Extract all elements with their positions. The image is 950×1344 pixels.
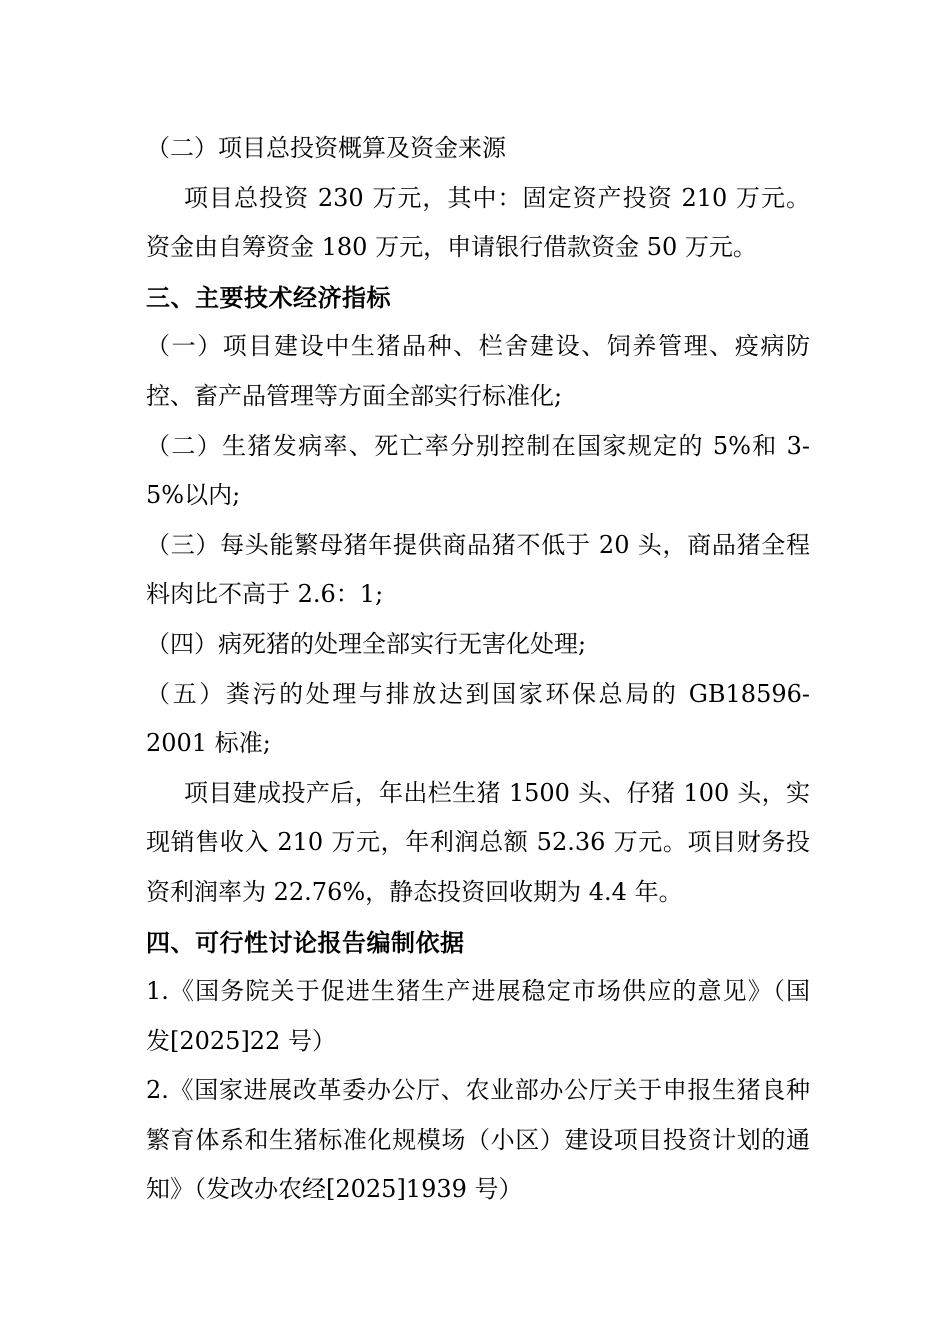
text-line: 防控、畜产品管理等方面全部实行标准化; xyxy=(146,332,810,410)
list-item xyxy=(146,521,810,620)
basis-item-1 xyxy=(146,967,841,1066)
text-line: （一）项目建设中生猪品种、栏舍建设、饲养管理、疫病 xyxy=(146,332,786,361)
text-line: （国 发[2025]22 号） xyxy=(146,977,841,1055)
section-heading-4: 四、可行性讨论报告编制依据 xyxy=(146,927,465,957)
section-subtitle-investment: （二）项目总投资概算及资金来源 xyxy=(146,134,506,162)
text-line: 2001 标准; xyxy=(146,729,271,758)
text-line: 资利润率为 22.76%，静态投资回收期为 4.4 年。 xyxy=(146,877,683,906)
text-line: 2.《国家进展改革委办公厅、农业部办公厅关于申报生猪 xyxy=(146,1076,762,1105)
text-line: 资金由自筹资金 180 万元，申请银行借款资金 50 万元。 xyxy=(146,233,757,262)
text-line: 5%以内; xyxy=(146,481,241,510)
paragraph-output xyxy=(146,769,810,918)
text-line: 程料肉比不高于 2.6：1; xyxy=(146,530,810,609)
text-line: 1.《国务院关于促进生猪生产进展稳定市场供应的意见》 xyxy=(146,977,773,1006)
list-item xyxy=(146,422,810,521)
list-item xyxy=(146,620,810,670)
text-line: 良种繁育体系和生猪标准化规模场（小区）建设项目投资 xyxy=(146,1076,811,1154)
text-line: （三）每头能繁母猪年提供商品猪不低于 20 头，商品猪全 xyxy=(146,530,786,559)
text-line: （五）粪污的处理与排放达到国家环保总局的 GB18596- xyxy=(146,679,810,708)
list-item xyxy=(146,322,810,421)
text-line: 项目建成投产后，年出栏生猪 1500 头、仔猪 100 头，实 xyxy=(184,778,810,807)
list-item xyxy=(146,670,810,769)
basis-item-2 xyxy=(146,1066,810,1215)
text-line: （四）病死猪的处理全部实行无害化处理; xyxy=(146,629,587,658)
section-heading-3: 三、主要技术经济指标 xyxy=(146,282,391,312)
text-line: 现销售收入 210 万元，年利润总额 52.36 万元。项目财务投 xyxy=(146,828,810,857)
paragraph-investment xyxy=(146,174,810,273)
text-line: 项目总投资 230 万元，其中：固定资产投资 210 万元。 xyxy=(184,183,810,212)
document-page xyxy=(146,124,841,1215)
text-line: （二）生猪发病率、死亡率分别控制在国家规定的 5%和 3- xyxy=(146,431,810,460)
text-line: 计划的通知》（发改办农经[2025]1939 号） xyxy=(146,1125,811,1204)
